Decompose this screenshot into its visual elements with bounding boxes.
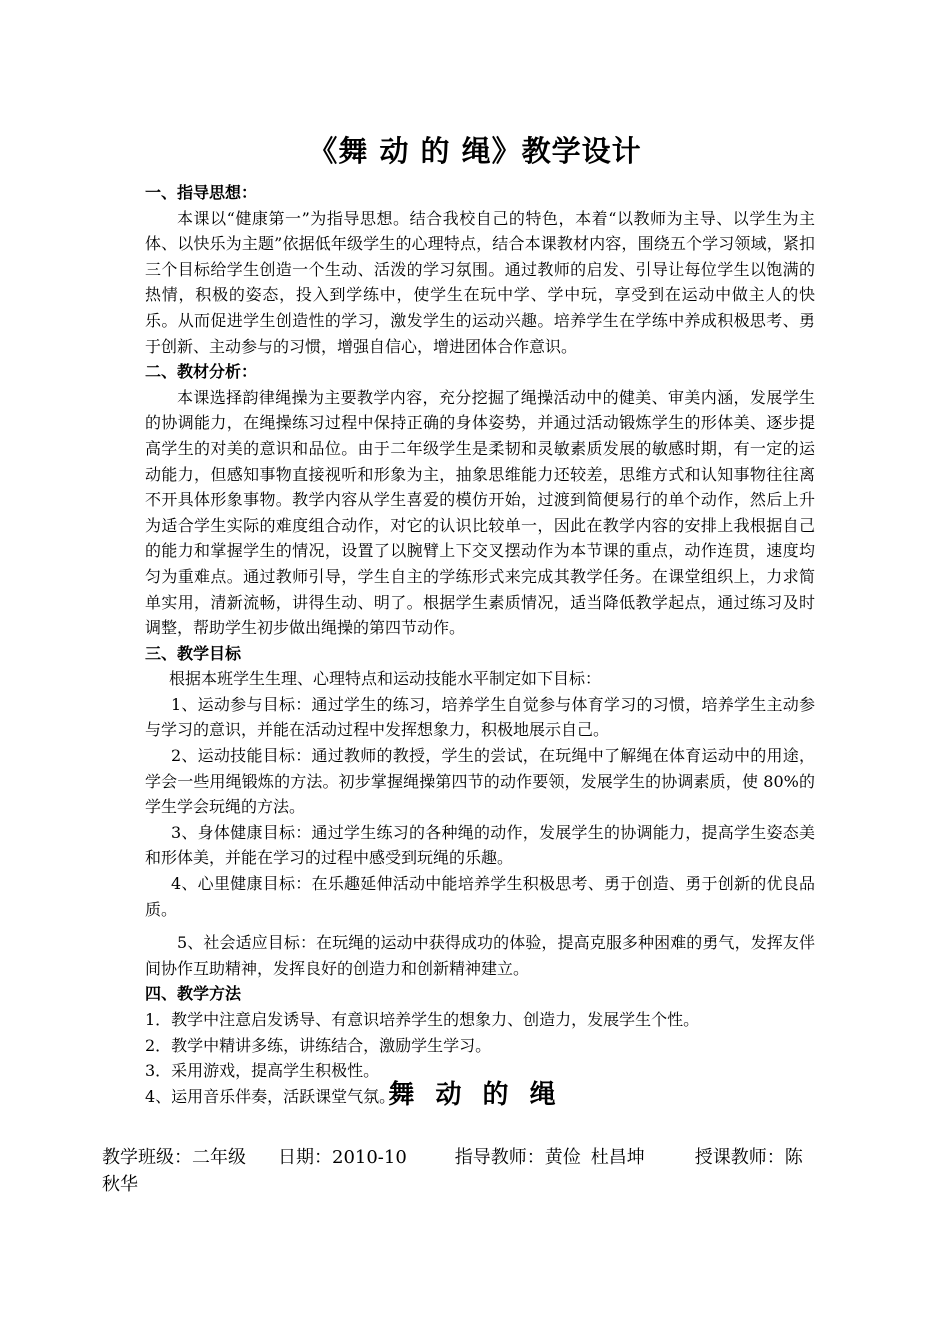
goal-item: 1、运动参与目标：通过学生的练习，培养学生自觉参与体育学习的习惯，培养学生主动参与学习的意识，并能在活动过程中发挥想象力，积极地展示自己。 [145, 694, 815, 740]
class-info: 教学班级：二年级 [102, 1147, 246, 1168]
method-item: 1．教学中注意启发诱导、有意识培养学生的想象力、创造力，发展学生个性。 [145, 1010, 700, 1029]
goal-item: 4、心里健康目标：在乐趣延伸活动中能培养学生积极思考、勇于创造、勇于创新的优良品质。 [145, 874, 815, 919]
section-body-material-analysis: 本课选择韵律绳操为主要教学内容，充分挖掘了绳操活动中的健美、审美内涵，发展学生的协调能力，在绳操练习过程中保持正确的身体姿势，并通过活动锻炼学生的形体美、逐步提高学生的对美的意识和品位。由于二年级学生是柔韧和灵敏素质发展的敏感时期，有一定的运动能力，但感知事物直接视听和形象为主，抽象思维能力还较差，思维方式和认知事物往往离不开具体形象事物。教学内容从学生喜爱的模仿开始，过渡到简便易行的单个动作，然后上升为适合学生实际的难度组合动作，对它的认识比较单一，因此在教学内容的安排上我根据自己的能力和掌握学生的情况，设置了以腕臂上下交叉摆动作为本节课的重点，动作连贯，速度均匀为重难点。通过教师引导，学生自主的学练形式来完成其教学任务。在课堂组织上，力求简单实用，清新流畅，讲得生动、明了。根据学生素质情况，适当降低教学起点，通过练习及时调整，帮助学生初步做出绳操的第四节动作。 [145, 387, 815, 638]
section-heading-teaching-methods: 四、教学方法 [145, 984, 242, 1004]
method-item: 3．采用游戏，提高学生积极性。 [145, 1061, 380, 1081]
section-heading-teaching-goals: 三、教学目标 [145, 643, 242, 663]
lesson-subtitle: 舞 动 的 绳 [388, 1080, 562, 1110]
method-item: 2．教学中精讲多练，讲练结合，激励学生学习。 [145, 1035, 492, 1055]
advisor-info: 指导教师：黄俭 [454, 1147, 581, 1168]
method-item: 4、运用音乐伴奏，活跃课堂气氛。 [145, 1086, 396, 1106]
date-info: 日期：2010-10 [278, 1147, 407, 1168]
document-body [145, 180, 815, 1109]
section-heading-guiding-idea: 一、指导思想： [145, 183, 258, 202]
document-title: 《舞 动 的 绳》教学设计 [308, 134, 642, 168]
goal-item: 2、运动技能目标：通过教师的教授，学生的尝试，在玩绳中了解绳在体育运动中的用途，学会一些用绳锻炼的方法。初步掌握绳操第四节的动作要领，发展学生的协调素质，使 80%的学生学会玩绳的方法。 [145, 746, 815, 817]
goal-item: 5、社会适应目标：在玩绳的运动中获得成功的体验，提高克服多种困难的勇气，发挥友伴间协作互助精神，发挥良好的创造力和创新精神建立。 [145, 933, 815, 978]
section-body-guiding-idea: 本课以“健康第一”为指导思想。结合我校自己的特色，本着“以教师为主导、以学生为主体、以快乐为主题”依据低年级学生的心理特点，结合本课教材内容，围绕五个学习领域，紧扣三个目标给学生创造一个生动、活泼的学习氛围。通过教师的启发、引导让每位学生以饱满的热情，积极的姿态，投入到学练中，使学生在玩中学、学中玩，享受到在运动中做主人的快乐。从而促进学生创造性的学习，激发学生的运动兴趣。培养学生在学练中养成积极思考、勇于创新、主动参与的习惯，增强自信心，增进团体合作意识。 [145, 208, 815, 356]
advisor-second: 杜昌坤 [590, 1147, 645, 1168]
section-heading-material-analysis: 二、教材分析： [145, 362, 258, 382]
goal-item: 3、身体健康目标：通过学生练习的各种绳的动作，发展学生的协调能力，提高学生姿态美和形体美，并能在学习的过程中感受到玩绳的乐趣。 [145, 822, 815, 868]
lesson-info-line [102, 1144, 812, 1198]
goals-intro: 根据本班学生生理、心理特点和运动技能水平制定如下目标： [169, 669, 602, 689]
teacher-info: 授课教师：陈秋华 [102, 1147, 803, 1195]
